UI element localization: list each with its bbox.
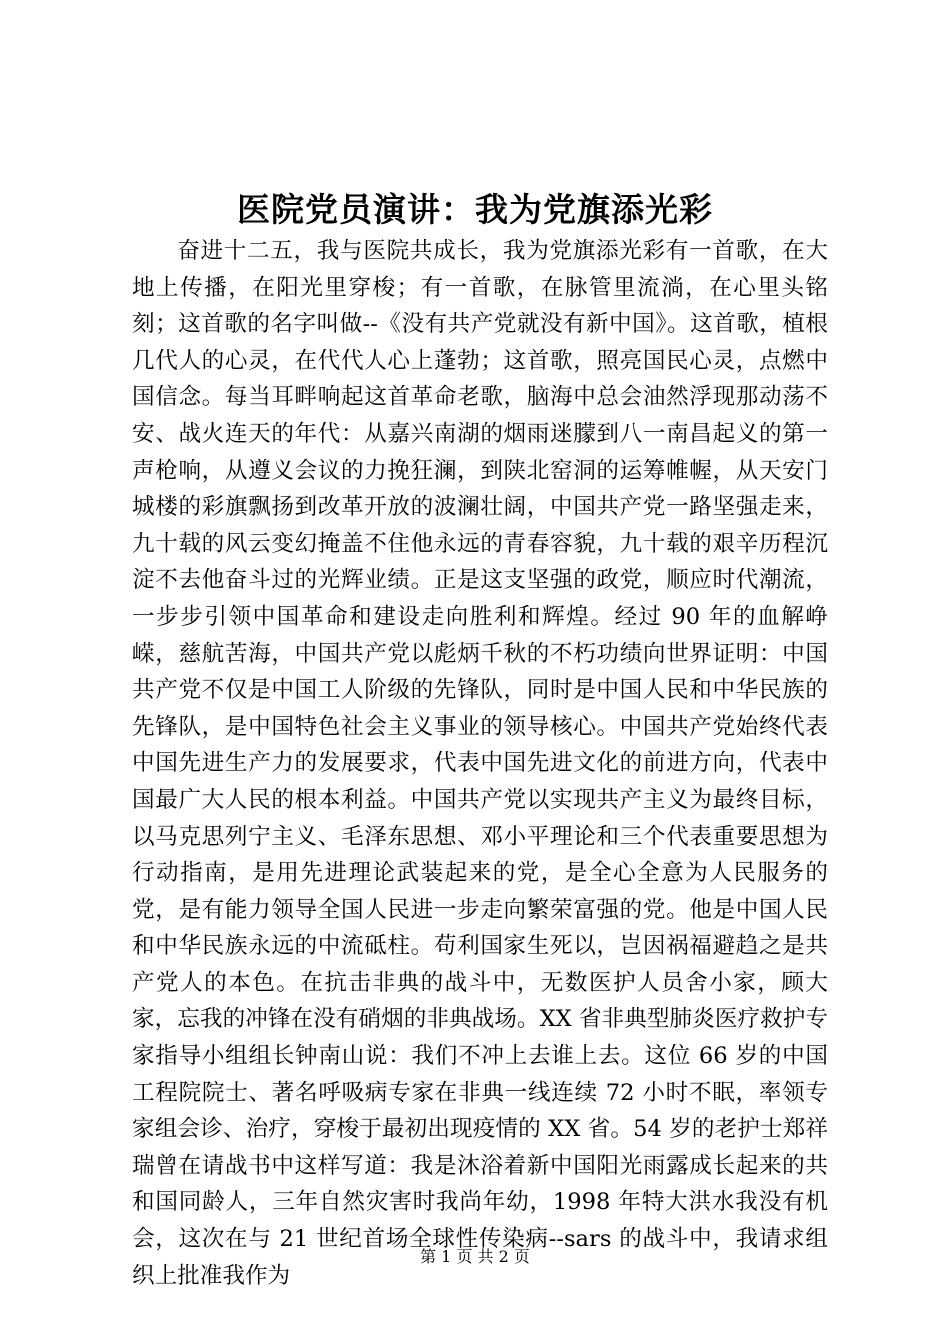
- document-body-paragraph: 奋进十二五，我与医院共成长，我为党旗添光彩有一首歌，在大地上传播，在阳光里穿梭；有一首歌，在脉管里流淌，在心里头铭刻；这首歌的名字叫做--《没有共产党就没有新中国》。这首歌，植根几代人的心灵，在代代人心上蓬勃；这首歌，照亮国民心灵，点燃中国信念。每当耳畔响起这首革命老歌，脑海中总会油然浮现那动荡不安、战火连天的年代：从嘉兴南湖的烟雨迷朦到八一南昌起义的第一声枪响，从遵义会议的力挽狂澜，到陕北窑洞的运筹帷幄，从天安门城楼的彩旗飘扬到改革开放的波澜壮阔，中国共产党一路坚强走来，九十载的风云变幻掩盖不住他永远的青春容貌，九十载的艰辛历程沉淀不去他奋斗过的光辉业绩。正是这支坚强的政党，顺应时代潮流，一步步引领中国革命和建设走向胜利和辉煌。经过 90 年的血解峥嵘，慈航苦海，中国共产党以彪炳千秋的不朽功绩向世界证明：中国共产党不仅是中国工人阶级的先锋队，同时是中国人民和中华民族的先锋队，是中国特色社会主义事业的领导核心。中国共产党始终代表中国先进生产力的发展要求，代表中国先进文化的前进方向，代表中国最广大人民的根本利益。中国共产党以实现共产主义为最终目标，以马克思列宁主义、毛泽东思想、邓小平理论和三个代表重要思想为行动指南，是用先进理论武装起来的党，是全心全意为人民服务的党，是有能力领导全国人民进一步走向繁荣富强的党。他是中国人民和中华民族永远的中流砥柱。苟利国家生死以，岂因祸福避趋之是共产党人的本色。在抗击非典的战斗中，无数医护人员舍小家，顾大家，忘我的冲锋在没有硝烟的非典战场。XX 省非典型肺炎医疗救护专家指导小组组长钟南山说：我们不冲上去谁上去。这位 66 岁的中国工程院院士、著名呼吸病专家在非典一线连续 72 小时不眠，率领专家组会诊、治疗，穿梭于最初出现疫情的 XX 省。54 岁的老护士郑祥瑞曾在请战书中这样写道：我是沐浴着新中国阳光雨露成长起来的共和国同龄人，三年自然灾害时我尚年幼，1998 年特大洪水我没有机会，这次在与 21 世纪首场全球性传染病--sars 的战斗中，我请求组织上批准我作为: [132, 238, 828, 1289]
- page-footer: 第 1 页 共 2 页: [420, 1247, 530, 1266]
- document-title: 医院党员演讲：我为党旗添光彩: [237, 190, 713, 229]
